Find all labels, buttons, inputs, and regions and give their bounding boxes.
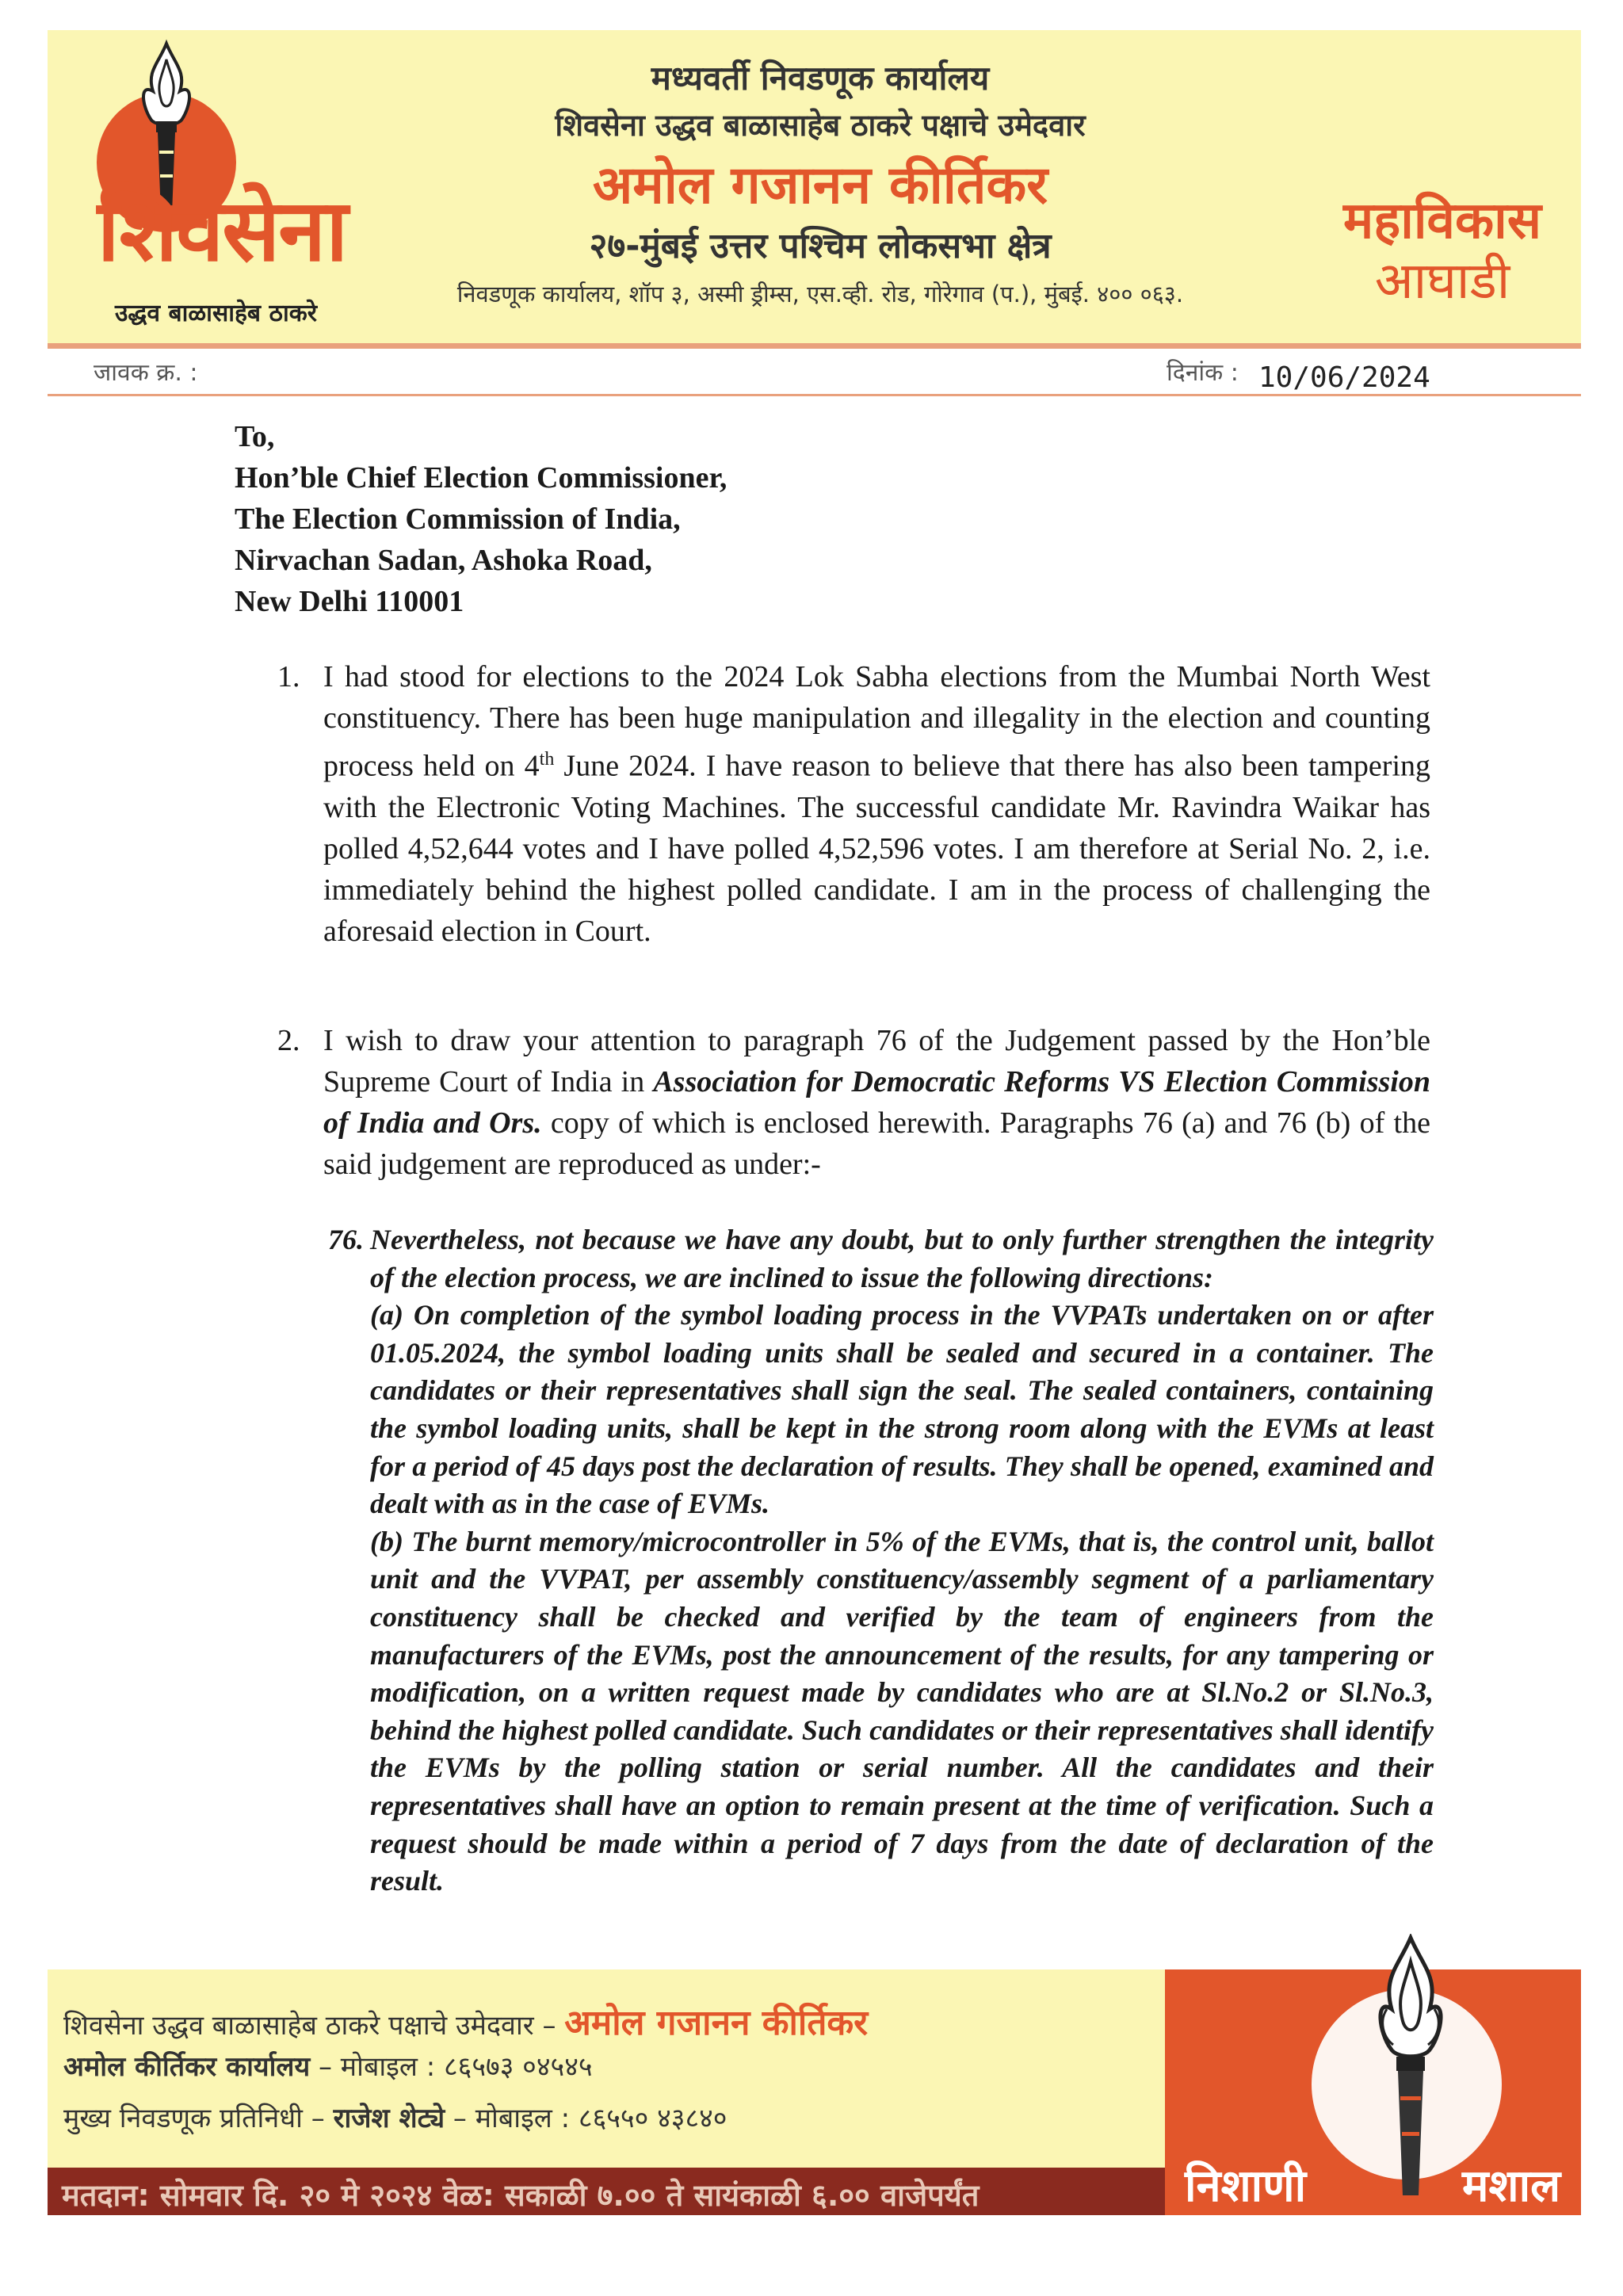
footer-agent-mobile: – मोबाइल : ८६५५० ४३८४० — [445, 2103, 727, 2134]
alliance-line1: महाविकास — [1343, 192, 1541, 250]
header-divider — [48, 343, 1581, 349]
paragraph-1-sup: th — [539, 749, 555, 770]
footer-candidate-name: अमोल गजानन कीर्तिकर — [564, 2003, 869, 2043]
office-title: मध्यवर्ती निवडणूक कार्यालय — [651, 59, 990, 97]
paragraph-2-part-b: copy of which is enclosed herewith. Paragraphs 76 (a) and 76 (b) of the said judgement are reproduced as under:- — [323, 1106, 1430, 1181]
paragraph-1 — [277, 656, 1430, 952]
judgement-quote — [328, 1221, 1434, 1901]
date-label: दिनांक : — [1167, 359, 1239, 387]
footer-office-name: अमोल कीर्तिकर कार्यालय — [63, 2051, 311, 2083]
paragraph-1-part-b: June 2024. I have reason to believe that there has also been tampering with the Electronic Voting Machines. The successful candidate Mr. Ravindra Waikar has polled 4,52,644 votes and I have polled 4,52,596 votes. I am therefore at Serial No. 2, i.e. immediately behind the highest polled candidate. I am in the process of challenging the aforesaid election in Court. — [323, 749, 1431, 948]
office-address: निवडणूक कार्यालय, शॉप ३, अस्मी ड्रीम्स, एस.व्ही. रोड, गोरेगाव (प.), मुंबई. ४०० ०६३. — [456, 281, 1184, 308]
quote-intro: Nevertheless, not because we have any doubt, but to only further strengthen the integrity of the election process, we are inclined to issue the following directions: — [370, 1224, 1434, 1293]
paragraph-1-number: 1. — [277, 660, 300, 693]
addressee-block — [235, 416, 727, 622]
quote-text — [370, 1221, 1434, 1901]
party-line: शिवसेना उद्धव बाळासाहेब ठाकरे पक्षाचे उमेदवार — [555, 108, 1086, 143]
addressee-line3: Nirvachan Sadan, Ashoka Road, — [235, 544, 652, 577]
footer-agent-line — [63, 2099, 727, 2135]
paragraph-2-text — [323, 1020, 1430, 1185]
case-name: Association for Democratic Reforms VS Election Commission of India and Ors. — [323, 1065, 1430, 1140]
constituency: २७-मुंबई उत्तर पश्चिम लोकसभा क्षेत्र — [589, 226, 1052, 266]
letterhead-center — [372, 55, 1268, 317]
alliance-line2: आघाडी — [1374, 252, 1510, 311]
paragraph-1-text — [323, 656, 1430, 952]
footer-office-mobile: – मोबाइल : ८६५७३ ०४५४५ — [310, 2051, 593, 2083]
candidate-name: अमोल गजानन कीर्तिकर — [592, 155, 1048, 216]
polling-info-bar — [48, 2168, 1165, 2215]
symbol-label-left: निशाणी — [1185, 2160, 1307, 2212]
footer-candidate-line — [63, 1997, 868, 2045]
paragraph-1-part-a: I had stood for elections to the 2024 Lok Sabha elections from the Mumbai North West constituency. There has been huge manipulation and illegality in the election and counting process held on 4 — [323, 660, 1430, 783]
brand-subtitle: उद्धव बाळासाहेब ठाकरे — [114, 300, 318, 327]
quote-clause-a: (a) On completion of the symbol loading process in the VVPATs undertaken on or after 01.05.2024, the symbol loading units shall be sealed and secured in a container. The candidates or their representatives shall sign the seal. The sealed containers, containing the symbol loading units, shall be kept in the strong room along with the EVMs at least for a period of 45 days post the declaration of results. They shall be opened, examined and dealt with as in the case of EVMs. — [370, 1299, 1434, 1520]
alliance-logo — [1300, 190, 1585, 311]
quote-number: 76. — [328, 1224, 364, 1255]
paragraph-2-part-a: I wish to draw your attention to paragraph 76 of the Judgement passed by the Hon’ble Supreme Court of India in — [323, 1024, 1430, 1098]
quote-clause-b: (b) The burnt memory/microcontroller in 5% of the EVMs, that is, the control unit, ballot unit and the VVPAT, per assembly constituency/assembly segment of a parliamentary constituency shall be checked and verified by the team of engineers from the manufacturers of the EVMs, post the announcement of the results, for any tampering or modification, on a written request made by candidates who are at Sl.No.2 or Sl.No.3, behind the highest polled candidate. Such candidates or their representatives shall identify the EVMs by the polling station or serial number. All the candidates and their representatives shall have an option to remain present at the time of verification. Such a request should be made within a period of 7 days from the date of declaration of the result. — [370, 1525, 1434, 1897]
reference-label: जावक क्र. : — [94, 359, 198, 387]
torch-icon — [1339, 1934, 1482, 2211]
symbol-label-right: मशाल — [1462, 2160, 1561, 2212]
date-divider — [48, 394, 1581, 396]
paragraph-2-number: 2. — [277, 1024, 300, 1057]
addressee-line4: New Delhi 110001 — [235, 585, 464, 618]
addressee-line2: The Election Commission of India, — [235, 502, 681, 536]
brand-name: शिवसेना — [97, 181, 347, 281]
footer-agent-label: मुख्य निवडणूक प्रतिनिधी – — [63, 2103, 334, 2134]
addressee-to: To, — [235, 420, 275, 453]
polling-info-text: मतदान: सोमवार दि. २० मे २०२४ वेळ: सकाळी ७.०० ते सायंकाळी ६.०० वाजेपर्यंत — [62, 2178, 980, 2213]
footer-agent-name: राजेश शेट्ये — [333, 2103, 445, 2134]
addressee-line1: Hon’ble Chief Election Commissioner, — [235, 461, 727, 495]
footer-party-text: शिवसेना उद्धव बाळासाहेब ठाकरे पक्षाचे उमेदवार – — [63, 2010, 565, 2042]
paragraph-2 — [277, 1020, 1430, 1185]
footer-office-line — [63, 2047, 593, 2084]
date-value: 10/06/2024 — [1258, 361, 1430, 394]
